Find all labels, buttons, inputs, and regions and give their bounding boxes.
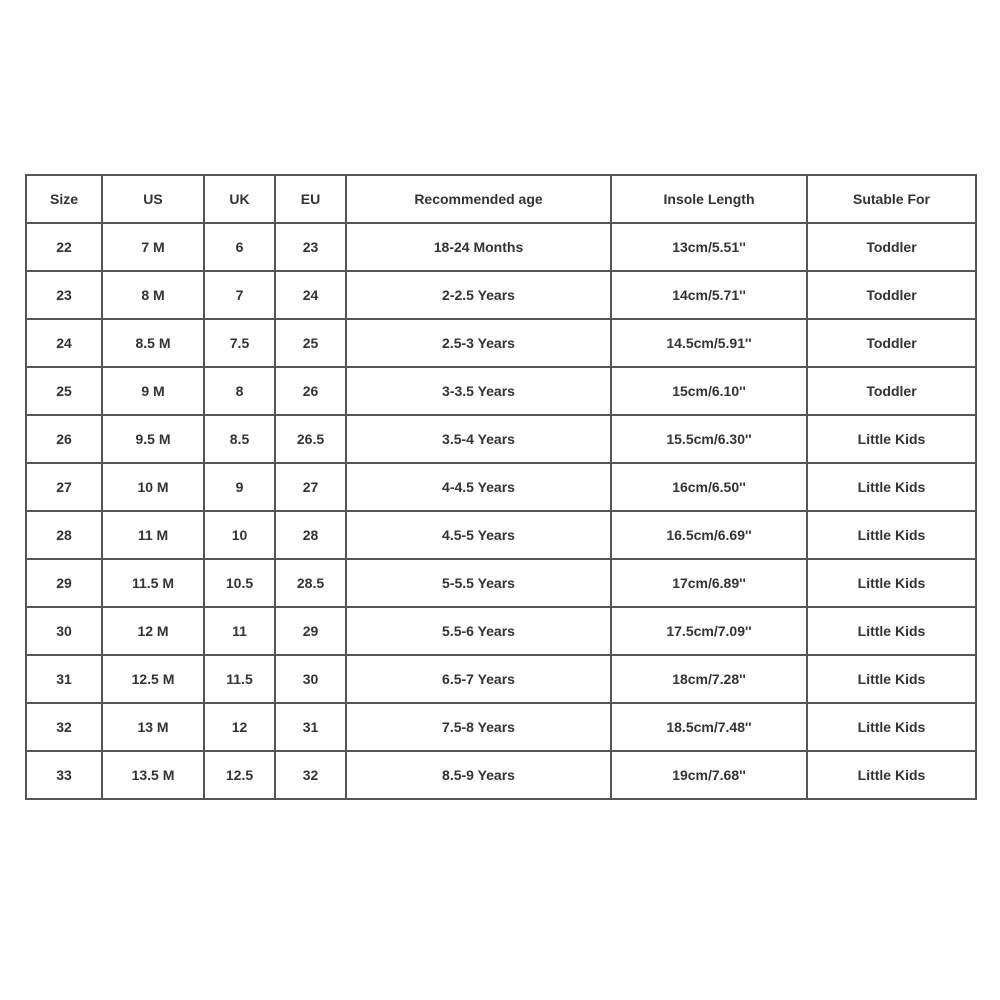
- table-row: [26, 559, 976, 607]
- table-cell: 4.5-5 Years: [346, 511, 611, 559]
- table-cell: 18-24 Months: [346, 223, 611, 271]
- table-row: [26, 655, 976, 703]
- table-cell: 11.5 M: [102, 559, 204, 607]
- table-cell: 32: [275, 751, 346, 799]
- table-cell: 31: [26, 655, 102, 703]
- table-cell: 11: [204, 607, 275, 655]
- table-cell: 31: [275, 703, 346, 751]
- table-cell: 2-2.5 Years: [346, 271, 611, 319]
- table-cell: 26.5: [275, 415, 346, 463]
- table-cell: 10: [204, 511, 275, 559]
- table-cell: Toddler: [807, 319, 976, 367]
- table-cell: Little Kids: [807, 751, 976, 799]
- table-cell: 14.5cm/5.91'': [611, 319, 807, 367]
- table-cell: 25: [275, 319, 346, 367]
- table-cell: 23: [26, 271, 102, 319]
- table-cell: Little Kids: [807, 655, 976, 703]
- table-cell: 14cm/5.71'': [611, 271, 807, 319]
- table-cell: 10.5: [204, 559, 275, 607]
- table-cell: 12.5: [204, 751, 275, 799]
- table-row: [26, 223, 976, 271]
- table-cell: 33: [26, 751, 102, 799]
- table-cell: 27: [275, 463, 346, 511]
- column-header: Size: [26, 175, 102, 223]
- table-cell: 26: [26, 415, 102, 463]
- table-cell: 9: [204, 463, 275, 511]
- table-cell: 30: [26, 607, 102, 655]
- table-row: [26, 319, 976, 367]
- table-cell: 28: [26, 511, 102, 559]
- table-row: [26, 271, 976, 319]
- table-cell: 8: [204, 367, 275, 415]
- table-cell: Little Kids: [807, 703, 976, 751]
- table-cell: 28.5: [275, 559, 346, 607]
- table-cell: 7.5-8 Years: [346, 703, 611, 751]
- table-cell: 13.5 M: [102, 751, 204, 799]
- table-row: [26, 751, 976, 799]
- table-cell: 13cm/5.51'': [611, 223, 807, 271]
- table-cell: 3-3.5 Years: [346, 367, 611, 415]
- column-header: Sutable For: [807, 175, 976, 223]
- table-row: [26, 607, 976, 655]
- table-cell: 3.5-4 Years: [346, 415, 611, 463]
- table-cell: 9.5 M: [102, 415, 204, 463]
- table-cell: 8.5: [204, 415, 275, 463]
- table-cell: 30: [275, 655, 346, 703]
- table-cell: 12 M: [102, 607, 204, 655]
- table-cell: 24: [26, 319, 102, 367]
- table-cell: 6.5-7 Years: [346, 655, 611, 703]
- table-cell: 28: [275, 511, 346, 559]
- table-cell: Little Kids: [807, 415, 976, 463]
- table-cell: 7: [204, 271, 275, 319]
- table-cell: 23: [275, 223, 346, 271]
- column-header: Recommended age: [346, 175, 611, 223]
- table-cell: 25: [26, 367, 102, 415]
- table-cell: 11 M: [102, 511, 204, 559]
- table-cell: 18.5cm/7.48'': [611, 703, 807, 751]
- size-chart-table: [25, 174, 977, 800]
- table-cell: 11.5: [204, 655, 275, 703]
- table-cell: 32: [26, 703, 102, 751]
- header-row: [26, 175, 976, 223]
- table-cell: 16cm/6.50'': [611, 463, 807, 511]
- table-cell: 17cm/6.89'': [611, 559, 807, 607]
- column-header: EU: [275, 175, 346, 223]
- table-cell: 26: [275, 367, 346, 415]
- table-cell: 6: [204, 223, 275, 271]
- table-cell: 22: [26, 223, 102, 271]
- table-cell: 8.5 M: [102, 319, 204, 367]
- table-cell: 16.5cm/6.69'': [611, 511, 807, 559]
- table-cell: Toddler: [807, 223, 976, 271]
- table-row: [26, 463, 976, 511]
- table-cell: 10 M: [102, 463, 204, 511]
- table-cell: 17.5cm/7.09'': [611, 607, 807, 655]
- table-cell: Little Kids: [807, 607, 976, 655]
- table-row: [26, 367, 976, 415]
- table-cell: 27: [26, 463, 102, 511]
- table-row: [26, 511, 976, 559]
- table-cell: 24: [275, 271, 346, 319]
- column-header: Insole Length: [611, 175, 807, 223]
- table-cell: 18cm/7.28'': [611, 655, 807, 703]
- table-cell: 12.5 M: [102, 655, 204, 703]
- table-cell: Little Kids: [807, 511, 976, 559]
- table-cell: 29: [275, 607, 346, 655]
- table-cell: 2.5-3 Years: [346, 319, 611, 367]
- table-cell: 5.5-6 Years: [346, 607, 611, 655]
- column-header: US: [102, 175, 204, 223]
- table-row: [26, 703, 976, 751]
- column-header: UK: [204, 175, 275, 223]
- table-cell: 8.5-9 Years: [346, 751, 611, 799]
- table-row: [26, 415, 976, 463]
- table-cell: 7 M: [102, 223, 204, 271]
- table-cell: 9 M: [102, 367, 204, 415]
- table-cell: 13 M: [102, 703, 204, 751]
- table-cell: 29: [26, 559, 102, 607]
- table-cell: 8 M: [102, 271, 204, 319]
- table-cell: 12: [204, 703, 275, 751]
- table-cell: 15cm/6.10'': [611, 367, 807, 415]
- table-cell: 5-5.5 Years: [346, 559, 611, 607]
- table-cell: 4-4.5 Years: [346, 463, 611, 511]
- table-cell: Little Kids: [807, 559, 976, 607]
- table-cell: 19cm/7.68'': [611, 751, 807, 799]
- table-cell: Little Kids: [807, 463, 976, 511]
- table-cell: Toddler: [807, 271, 976, 319]
- table-cell: Toddler: [807, 367, 976, 415]
- table-cell: 7.5: [204, 319, 275, 367]
- table-cell: 15.5cm/6.30'': [611, 415, 807, 463]
